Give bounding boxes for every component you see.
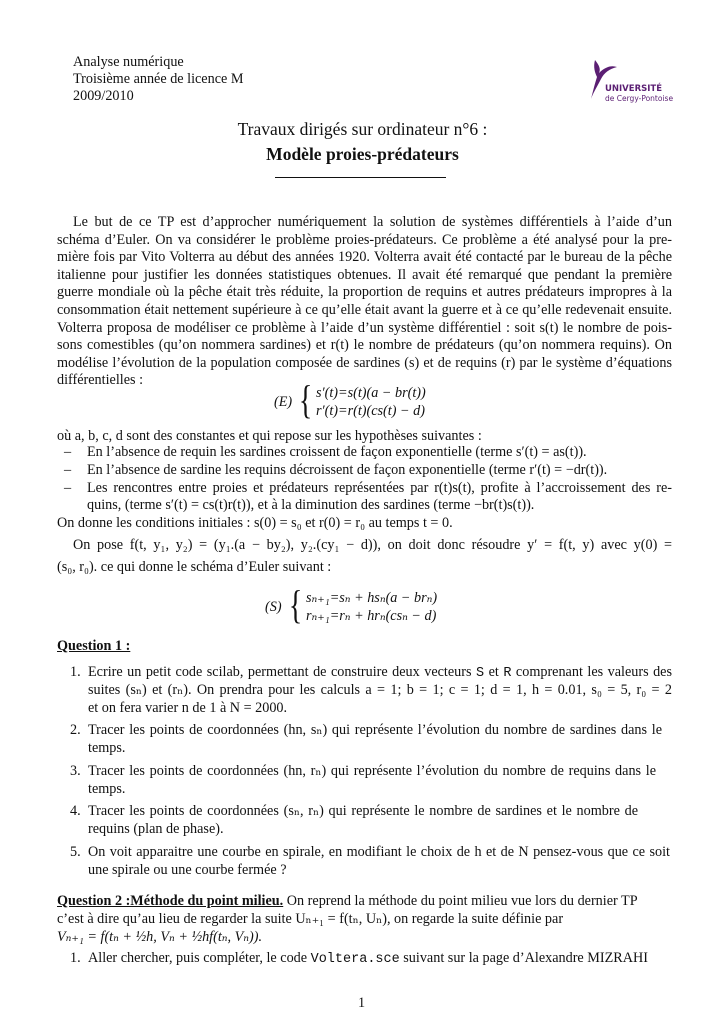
question-item-cont: temps. bbox=[88, 781, 126, 797]
text: On reprend la méthode du point milieu vue lors du dernier TP bbox=[283, 893, 638, 909]
paragraph-line: italienne pour justifier les données statistiques obtenues. Il avait été remarqué que pendant la première bbox=[57, 266, 672, 283]
system-e-label: (E) bbox=[274, 394, 293, 410]
code-s: S bbox=[476, 666, 485, 681]
brace-icon: { bbox=[298, 377, 313, 422]
brace-icon: { bbox=[288, 582, 303, 627]
text: Aller chercher, puis compléter, le code bbox=[88, 950, 311, 966]
dash-bullet: – bbox=[64, 480, 72, 496]
item-number: 1. bbox=[70, 950, 81, 966]
hypothesis-item: En l’absence de requin les sardines croissent de façon exponentielle (terme s′(t) = as(t)). bbox=[87, 444, 587, 460]
paragraph-line: mière fois par Vito Volterra au début des années 1920. Volterra avait été contacté par le bureau de la pêche bbox=[57, 249, 672, 266]
academic-year: 2009/2010 bbox=[73, 88, 134, 104]
paragraph-line: Volterra proposa de modéliser ce problème à l’aide d’un système différentiel : soit s(t) le nombre de pois- bbox=[57, 319, 672, 336]
item-number: 3. bbox=[70, 763, 81, 779]
code-filename: Voltera.sce bbox=[310, 952, 400, 967]
question-2-heading: Question 2 :Méthode du point milieu. bbox=[57, 893, 284, 909]
paragraph-line: Le but de ce TP est d’approcher numériquement la solution de systèmes différentiels à l’aide d’un bbox=[73, 214, 672, 230]
pose-line: (s₀, r₀). ce qui donne le schéma d’Euler suivant : bbox=[57, 559, 332, 575]
initial-conditions: On donne les conditions initiales : s(0) = s₀ et r(0) = r₀ au temps t = 0. bbox=[57, 515, 453, 531]
question-item bbox=[88, 663, 672, 681]
equation: s′(t)=s(t)(a − br(t)) bbox=[316, 385, 426, 401]
paragraph-line: consommation était nettement supérieure à ce qu’elle était avant la guerre et à ce qu’elle redevenait ensuite. bbox=[57, 302, 672, 318]
system-s-label: (S) bbox=[265, 599, 282, 615]
hypothesis-item: En l’absence de sardine les requins décroissent de façon exponentielle (terme r′(t) = −dr(t)). bbox=[87, 462, 608, 478]
page-number: 1 bbox=[358, 995, 366, 1011]
text: Ecrire un petit code scilab, permettant de construire deux vecteurs bbox=[88, 664, 476, 680]
university-logo-icon bbox=[585, 55, 685, 115]
course-name: Analyse numérique bbox=[73, 54, 184, 70]
course-level: Troisième année de licence M bbox=[73, 71, 244, 87]
hypotheses-intro: où a, b, c, d sont des constantes et qui repose sur les hypothèses suivantes : bbox=[57, 428, 482, 444]
dash-bullet: – bbox=[64, 444, 72, 460]
question-item-cont: requins (plan de phase). bbox=[88, 821, 224, 837]
item-number: 1. bbox=[70, 664, 81, 680]
question-item-cont: temps. bbox=[88, 740, 126, 756]
code-r: R bbox=[503, 666, 512, 681]
item-number: 2. bbox=[70, 722, 81, 738]
question-item bbox=[88, 949, 648, 967]
question-1-heading: Question 1 : bbox=[57, 638, 131, 654]
equation: r′(t)=r(t)(cs(t) − d) bbox=[316, 403, 425, 419]
question-item: Tracer les points de coordonnées (sₙ, rₙ) qui représente le nombre de sardines et le nombre de bbox=[88, 803, 638, 819]
question-item: On voit apparaitre une courbe en spirale, en modifiant le choix de h et de N pensez-vous que ce soit bbox=[88, 844, 670, 860]
question-2-formula: Vₙ₊₁ = f(tₙ + ½h, Vₙ + ½hf(tₙ, Vₙ)). bbox=[57, 929, 263, 945]
question-item-cont: et on fera varier n de 1 à N = 2000. bbox=[88, 700, 288, 716]
question-item: Tracer les points de coordonnées (hn, rₙ) qui représente l’évolution du nombre de requins dans le bbox=[88, 763, 656, 779]
item-number: 4. bbox=[70, 803, 81, 819]
dash-bullet: – bbox=[64, 462, 72, 478]
paragraph-line: différentielles : bbox=[57, 372, 144, 389]
logo-cergy: de Cergy-Pontoise bbox=[605, 94, 674, 103]
question-2-line: c’est à dire qu’au lieu de regarder la suite Uₙ₊₁ = f(tₙ, Uₙ), on regarde la suite définie par bbox=[57, 911, 564, 927]
title-divider bbox=[275, 177, 446, 178]
text: et bbox=[484, 664, 504, 680]
equation: rₙ₊₁=rₙ + hrₙ(csₙ − d) bbox=[306, 608, 437, 624]
logo-university: UNIVERSITÉ bbox=[605, 84, 662, 94]
question-2-line bbox=[57, 892, 638, 910]
paragraph-line: modélise l’évolution de la population composée de sardines (s) et de requins (r) par le système d’équations bbox=[57, 354, 672, 371]
question-item-cont: suites (sₙ) et (rₙ). On prendra pour les calculs a = 1; b = 1; c = 1; d = 1, h = 0.01, s₀ = 5, r₀ = 2 bbox=[88, 682, 672, 698]
pose-line: On pose f(t, y₁, y₂) = (y₁.(a − by₂), y₂.(cy₁ − d)), on doit donc résoudre y′ = f(t, y) avec y(0) = bbox=[73, 537, 672, 553]
text: comprenant les valeurs des bbox=[511, 664, 672, 680]
page-title: Modèle proies-prédateurs bbox=[266, 144, 459, 164]
paragraph-line: schéma d’Euler. On va considérer le problème proies-prédateurs. Ce problème a été analysé pour la pre- bbox=[57, 231, 672, 248]
university-logo bbox=[585, 55, 685, 115]
text: suivant sur la page d’Alexandre MIZRAHI bbox=[399, 950, 648, 966]
item-number: 5. bbox=[70, 844, 81, 860]
question-item-cont: une spirale ou une courbe fermée ? bbox=[88, 862, 287, 878]
hypothesis-item-cont: quins, (terme s′(t) = cs(t)r(t)), et à la diminution des sardines (terme −br(t)s(t)). bbox=[87, 497, 535, 513]
title-line: Travaux dirigés sur ordinateur n°6 : bbox=[237, 119, 488, 139]
question-item: Tracer les points de coordonnées (hn, sₙ) qui représente l’évolution du nombre de sardines dans le bbox=[88, 722, 662, 738]
equation: sₙ₊₁=sₙ + hsₙ(a − brₙ) bbox=[306, 590, 438, 606]
hypothesis-item: Les rencontres entre proies et prédateurs représentées par r(t)s(t), profite à l’accroissement des re- bbox=[87, 480, 672, 496]
paragraph-line: sons comestibles (qu’on nommera sardines) et r(t) le nombre de prédateurs (qu’on nommera requins). On bbox=[57, 337, 672, 354]
paragraph-line: guerre mondiale où la pêche était très réduite, la proportion de requins et autres prédateurs impropres à la bbox=[57, 284, 672, 301]
